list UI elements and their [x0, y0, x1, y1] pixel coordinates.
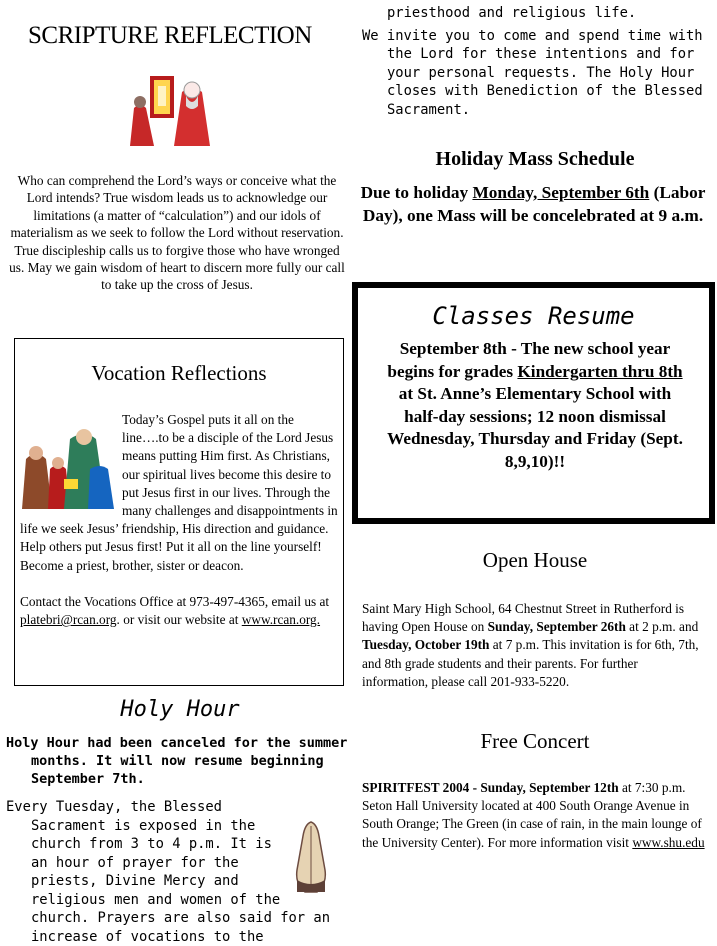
- shu-website-link[interactable]: www.shu.edu: [632, 834, 705, 850]
- classes-resume-heading: Classes Resume: [432, 302, 635, 330]
- holy-hour-text: Every Tuesday, the Blessed Sacrament is exposed in the church from 3 to 4 p.m. It is an hour of prayer for the priests, Divine Mercy and religious men and women of the church. Prayers are also said for an increase of vocations to the: [6, 798, 351, 946]
- holiday-mass-schedule-heading: Holiday Mass Schedule: [435, 148, 635, 170]
- open-house-text: Saint Mary High School, 64 Chestnut Street in Rutherford is having Open House on Sunday, September 26th at 2 p.m. and Tuesday, October 19th at 7 p.m. This invitation is for 6th, 7th, and 8th grade students and their parents. For further information, please call 201-933-5220.: [362, 601, 699, 689]
- open-house-heading: Open House: [482, 548, 588, 572]
- classes-resume-box: [352, 282, 715, 524]
- free-concert-text: SPIRITFEST 2004 - Sunday, September 12th at 7:30 p.m. Seton Hall University located at 400 South Orange Avenue in South Orange; The Green (in case of rain, in the main lounge of the University Center). For more information visit www.shu.edu: [362, 780, 705, 850]
- scripture-reflection-heading: SCRIPTURE REFLECTION: [28, 22, 312, 49]
- holy-hour-continued-text: priesthood and religious life. We invite you to come and spend time with the Lord for these intentions and for your personal requests. The Holy Hour closes with Benediction of the Blessed Sacrament.: [362, 5, 703, 118]
- vocations-email-link[interactable]: platebri@rcan.org: [20, 612, 117, 628]
- praying-hands-icon: [287, 820, 335, 894]
- disciples-clipart-image: [20, 419, 118, 511]
- scripture-reflection-text: Who can comprehend the Lord’s ways or conceive what the Lord intends? True wisdom leads us to acknowledge our limitations (a matter of “calculation”) and our idols of materialism as we seek to follow the Lord without reservation. True discipleship calls us to forgive those who have wronged us. May we gain wisdom of heart to discern more fully our call to take up the cross of Jesus.: [9, 173, 345, 293]
- holiday-mass-schedule-text: Due to holiday Monday, September 6th (Labor Day), one Mass will be concelebrated at 9 a.m.: [360, 183, 706, 225]
- holy-hour-notice: Holy Hour had been canceled for the summer months. It will now resume beginning September 7th.: [6, 735, 348, 787]
- vocations-website-link[interactable]: www.rcan.org.: [241, 612, 321, 628]
- holy-hour-heading: Holy Hour: [120, 697, 240, 722]
- vocation-reflections-heading: Vocation Reflections: [91, 361, 267, 385]
- prophet-clipart-image: [130, 72, 220, 146]
- vocation-reflections-text: Today’s Gospel puts it all on the line….to be a disciple of the Lord Jesus means putting Him first. As Christians, our spiritual lives become this desire to put Jesus first in our lives. Through the many challenges and disappointments in life we seek Jesus’ friendship, His direction and guidance. Help others put Jesus first! Put it all on the line yourself! Become a priest, brother, sister or deacon. Contact the Vocations Office at 973-497-4365, email us at platebri@rcan.org. or visit our website at www.rcan.org.: [20, 412, 338, 628]
- vocation-reflections-box: [14, 338, 344, 686]
- classes-resume-text: September 8th - The new school year begins for grades Kindergarten thru 8th at St. Anne’s Elementary School with half-day sessions; 12 noon dismissal Wednesday, Thursday and Friday (Sept. 8,9,10)!!: [387, 339, 683, 471]
- free-concert-heading: Free Concert: [480, 729, 590, 753]
